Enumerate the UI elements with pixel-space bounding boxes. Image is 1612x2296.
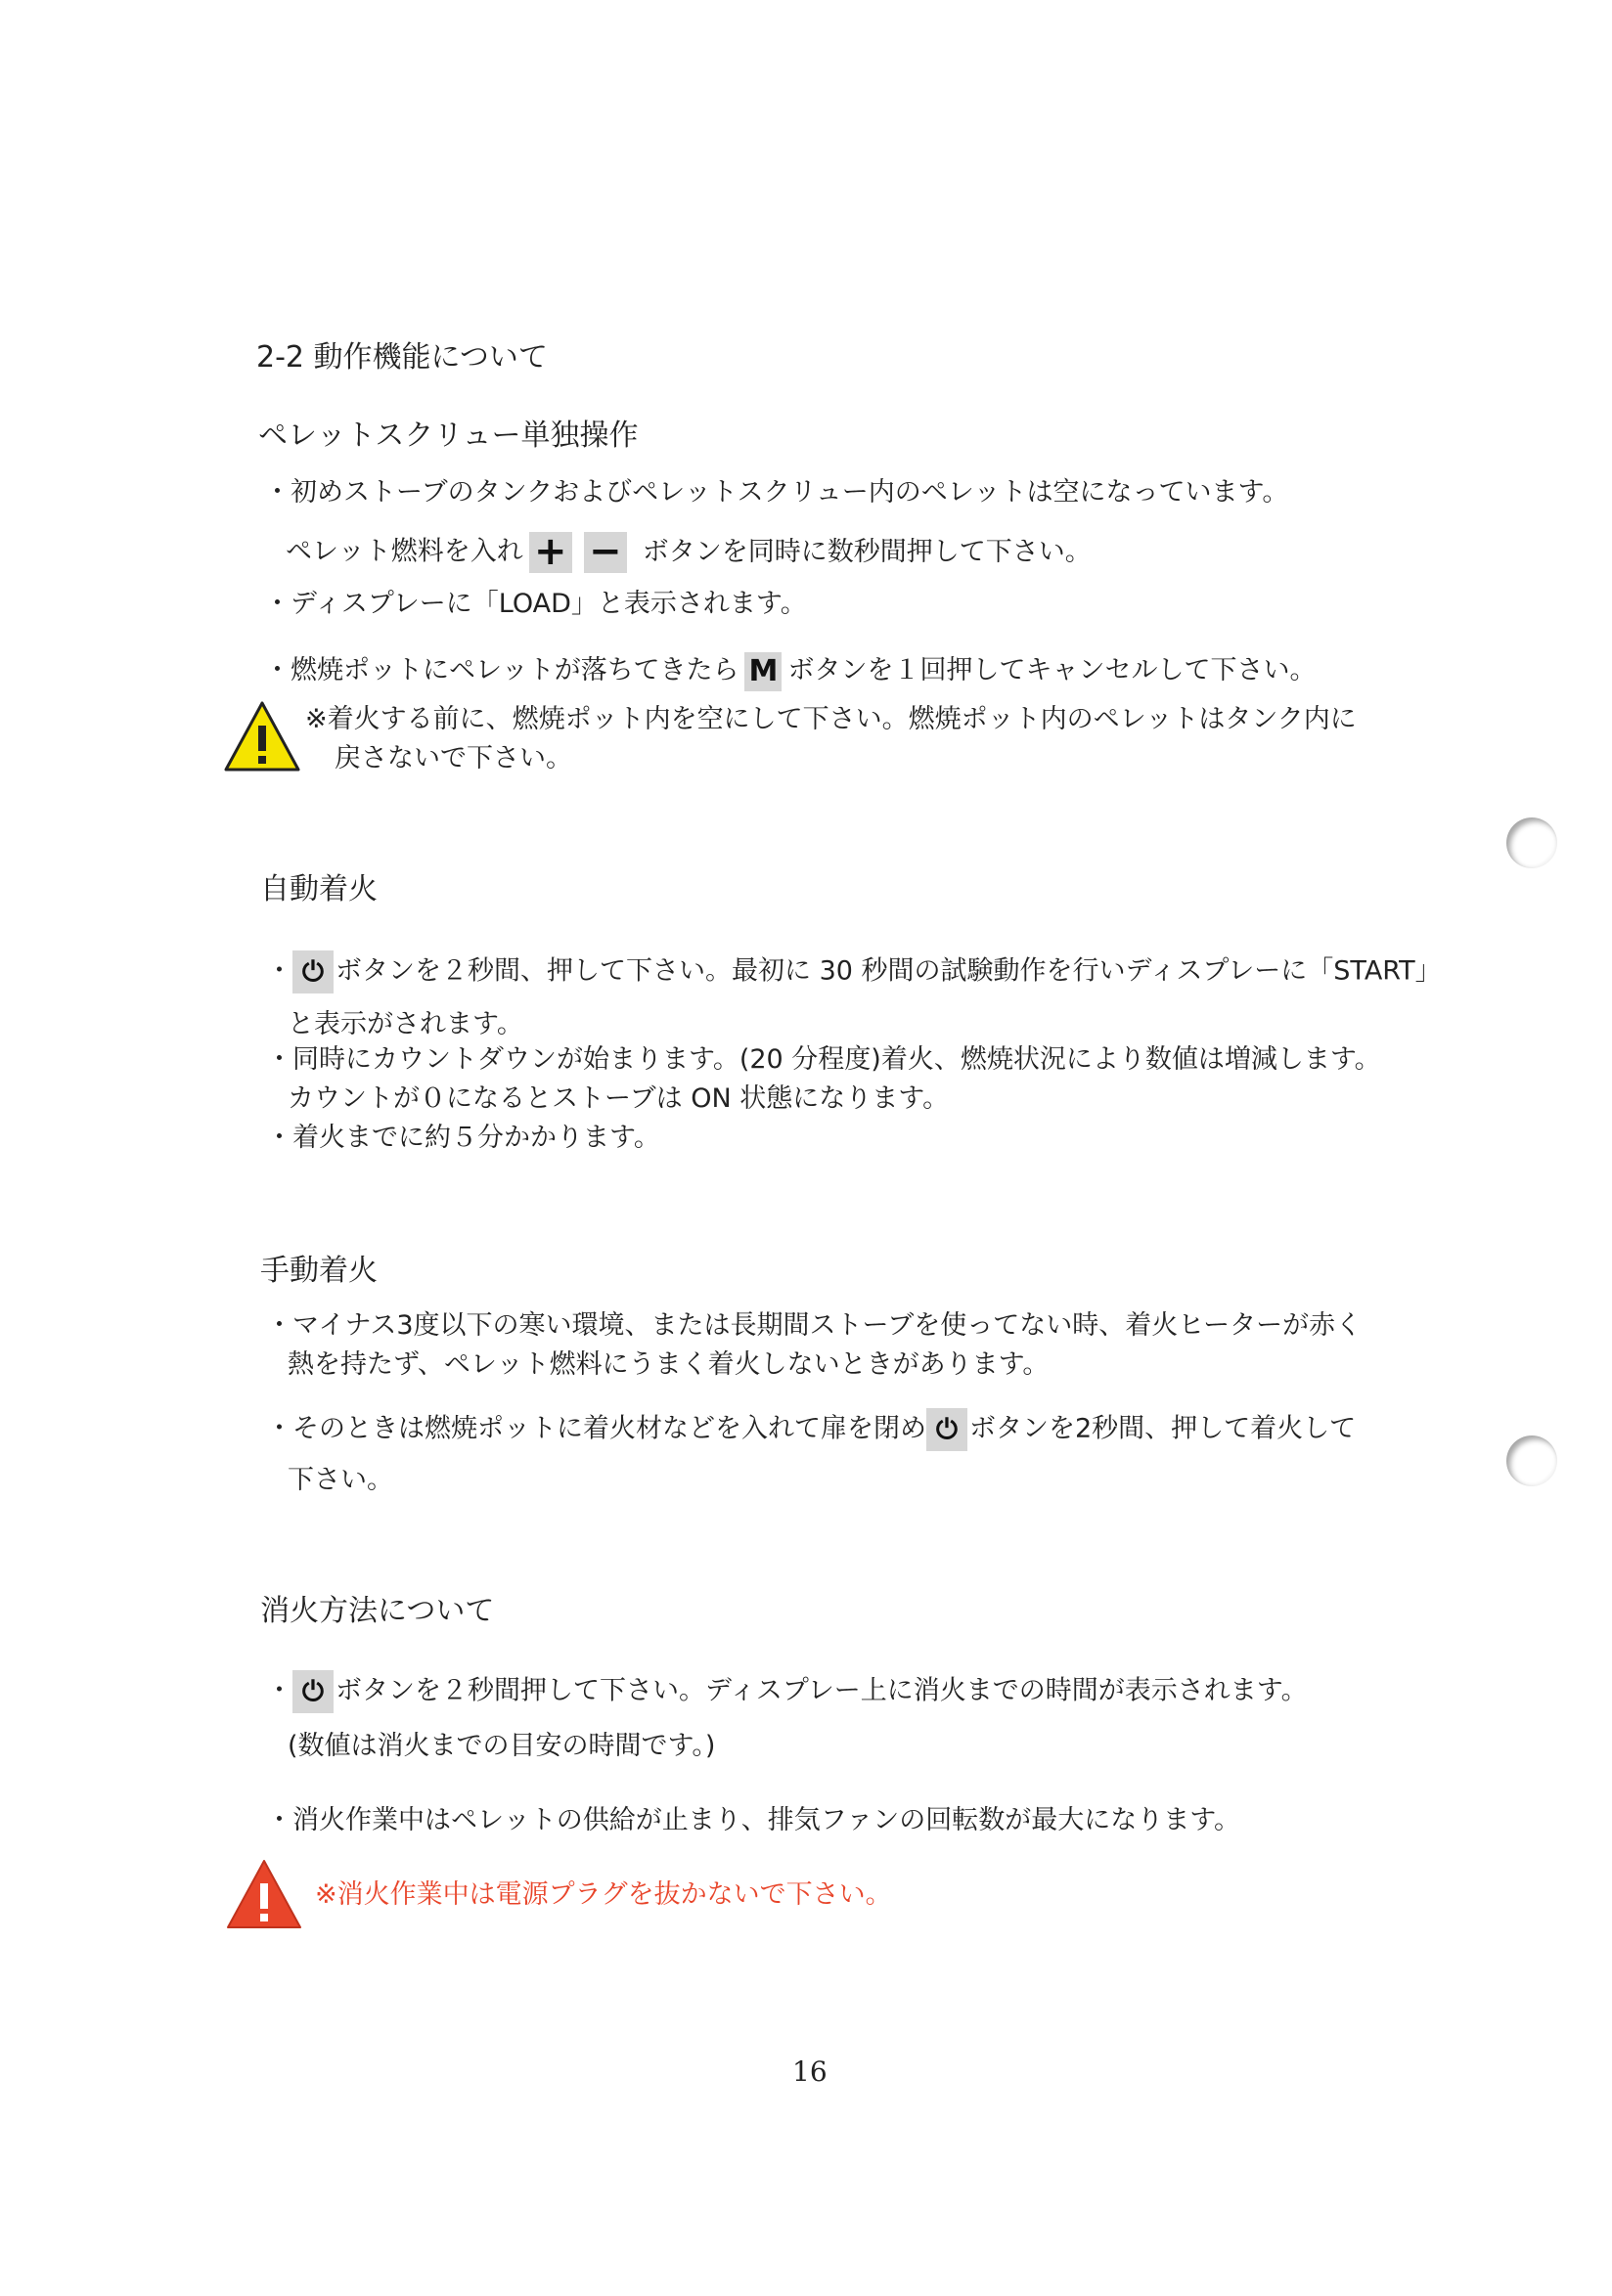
power-button-icon: ⏻ [292, 950, 334, 993]
auto-ignition-line-1-text: ボタンを２秒間、押して下さい。最初に 30 秒間の試験動作を行いディスプレーに「START」 [336, 955, 1442, 987]
extinguish-line-1-text: ボタンを２秒間押して下さい。ディスプレー上に消火までの時間が表示されます。 [336, 1675, 1308, 1706]
pellet-line-3: ・ディスプレーに「LOAD」と表示されます。 [264, 589, 807, 619]
extinguish-warning: ※消火作業中は電源プラグを抜かないで下さい。 [315, 1879, 892, 1910]
warning-triangle-yellow-icon [223, 700, 301, 773]
auto-ignition-line-1 [266, 950, 1442, 993]
warning-triangle-red-icon [225, 1858, 303, 1930]
page-number: 16 [792, 2055, 828, 2088]
section-title: 2-2 動作機能について [256, 340, 548, 375]
extinguish-line-2: (数値は消火までの目安の時間です。) [288, 1731, 716, 1761]
auto-ignition-line-5: ・着火までに約５分かかります。 [266, 1123, 660, 1153]
pellet-warning-1: ※着火する前に、燃焼ポット内を空にして下さい。燃焼ポット内のペレットはタンク内に [305, 704, 1357, 734]
pellet-line-4 [264, 651, 1316, 691]
punch-hole [1506, 817, 1557, 868]
auto-ignition-line-2: と表示がされます。 [288, 1009, 523, 1039]
manual-ignition-line-1: ・マイナス3度以下の寒い環境、または長期間ストーブを使ってない時、着火ヒーターが赤く [266, 1310, 1363, 1341]
pellet-warning-2: 戻さないで下さい。 [335, 743, 572, 773]
pellet-heading: ペレットスクリュー単独操作 [258, 419, 639, 453]
auto-ignition-bullet: ・ [266, 955, 292, 987]
pellet-line-4-pre: ・燃焼ポットにペレットが落ちてきたら [264, 655, 739, 685]
manual-ignition-heading: 手動着火 [260, 1254, 378, 1288]
punch-hole [1506, 1435, 1557, 1486]
extinguish-line-3: ・消火作業中はペレットの供給が止まり、排気ファンの回転数が最大になります。 [266, 1805, 1241, 1835]
power-button-icon: ⏻ [292, 1670, 334, 1713]
plus-key-icon: + [529, 532, 572, 573]
auto-ignition-line-3: ・同時にカウントダウンが始まります。(20 分程度)着火、燃焼状況により数値は増減します。 [266, 1044, 1381, 1075]
pellet-line-1: ・初めストーブのタンクおよびペレットスクリュー内のペレットは空になっています。 [264, 477, 1289, 508]
manual-ignition-line-2: 熱を持たず、ペレット燃料にうまく着火しないときがあります。 [288, 1349, 1050, 1380]
m-key-icon: M [744, 652, 782, 691]
extinguish-heading: 消火方法について [260, 1594, 495, 1628]
pellet-line-2-post: ボタンを同時に数秒間押して下さい。 [642, 536, 1092, 567]
manual-ignition-line-3-post: ボタンを2秒間、押して着火して [969, 1413, 1357, 1444]
minus-key-icon: − [584, 532, 627, 573]
manual-ignition-line-3-pre: ・そのときは燃焼ポットに着火材などを入れて扉を閉め [266, 1413, 926, 1444]
auto-ignition-heading: 自動着火 [260, 872, 378, 906]
pellet-line-2-pre: ペレット燃料を入れ [286, 536, 523, 567]
manual-ignition-line-3 [266, 1408, 1356, 1451]
auto-ignition-line-4: カウントが０になるとストーブは ON 状態になります。 [288, 1083, 950, 1114]
extinguish-bullet: ・ [266, 1675, 292, 1706]
manual-ignition-line-4: 下さい。 [288, 1465, 393, 1495]
extinguish-line-1 [266, 1670, 1308, 1713]
power-button-icon: ⏻ [926, 1408, 967, 1451]
pellet-line-2 [286, 529, 1092, 574]
pellet-line-4-post: ボタンを１回押してキャンセルして下さい。 [787, 655, 1317, 685]
